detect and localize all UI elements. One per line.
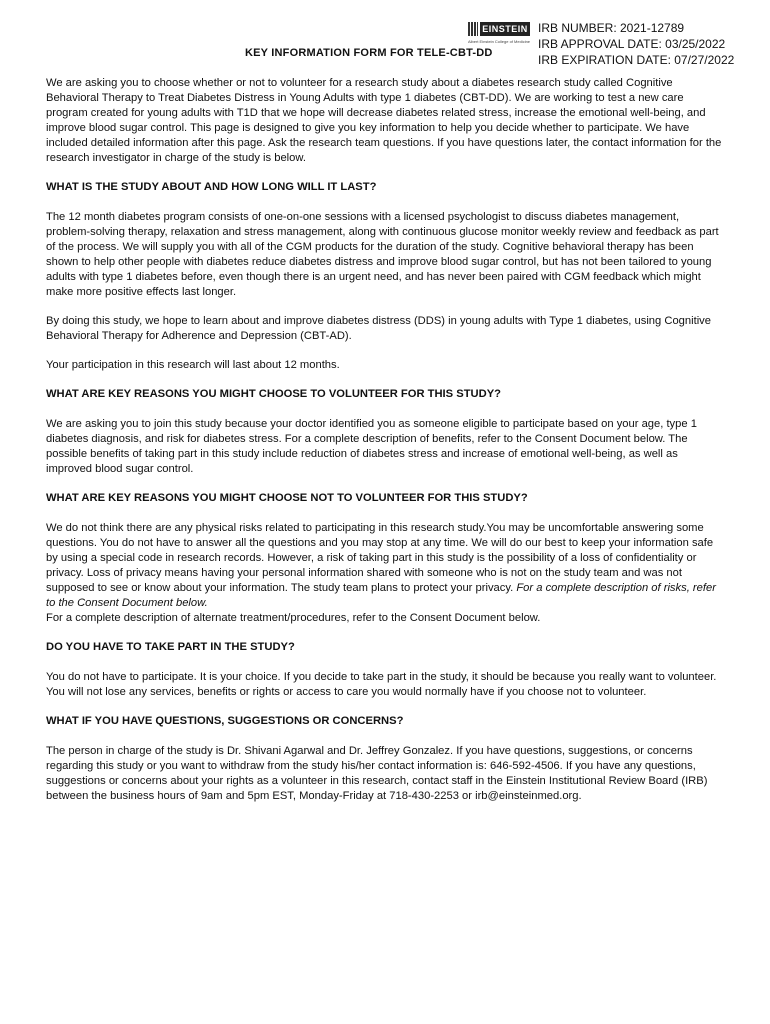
reasons-no-text: We do not think there are any physical risks related to participating in this research study.You may be uncomfortable answering some questions. You do not have to answer all the questions and you may stop at any time. We will do our best to keep your information safe by using a special code in research records. However, a risk of taking part in this study is the possibility of a loss of confidentiality or privacy. Loss of privacy means having your personal information shared with someone who is not on the study team and was not supposed to see or know about your information. The study team plans to protect your privacy.: [46, 522, 714, 594]
reasons-yes-paragraph: We are asking you to join this study because your doctor identified you as someone eligible to participate based on your age, type 1 diabetes diagnosis, and risk for diabetes stress. For a complete description of benefits, refer to the Consent Document below. The possible benefits of taking part in this study include reduction of diabetes stress and increase of emotional well-being, as well as improved blood sugar control.: [46, 418, 697, 475]
logo-subtext: Albert Einstein College of Medicine: [468, 39, 530, 44]
irb-number: IRB NUMBER: 2021-12789: [538, 21, 685, 35]
about-paragraph-3: Your participation in this research will last about 12 months.: [46, 359, 340, 371]
questions-paragraph: The person in charge of the study is Dr. Shivani Agarwal and Dr. Jeffrey Gonzalez. If you have questions, suggestions, or concerns regarding this study or you want to withdraw from the study his/her contact information is: 646-592-4506. If you have any questions, suggestions or concerns about your rights as a volunteer in this research, contact staff in the Einstein Institutional Review Board (IRB) between the business hours of 9am and 5pm EST, Monday-Friday at 718-430-2253 or irb@einsteinmed.org.: [46, 745, 708, 802]
reasons-no-italic: For a complete description of risks, refer to the Consent Document below.: [46, 582, 716, 609]
about-paragraph-1: The 12 month diabetes program consists of one-on-one sessions with a licensed psychologist to discuss diabetes management, problem-solving therapy, relaxation and stress management, along with continuous glucose monitor weekly review and feedback as part of the process. We will supply you with all of the CGM products for the duration of the study. Cognitive behavioral therapy has been shown to help other people with diabetes reduce diabetes distress and improve blood sugar control, but has not been tailored to young adults with type 1 diabetes before, even though there is an urgent need, and has never been paired with CGM feedback which might make more positive effects last longer.: [46, 211, 719, 298]
document-body: [46, 76, 726, 818]
irb-expiration-date: IRB EXPIRATION DATE: 07/27/2022: [538, 53, 735, 67]
logo-mark-icon: [468, 22, 478, 36]
section-heading-take-part: DO YOU HAVE TO TAKE PART IN THE STUDY?: [46, 641, 295, 653]
reasons-no-paragraph: [46, 521, 726, 611]
section-heading-about: WHAT IS THE STUDY ABOUT AND HOW LONG WILL IT LAST?: [46, 181, 377, 193]
logo-name: EINSTEIN: [480, 22, 530, 36]
about-paragraph-2: By doing this study, we hope to learn about and improve diabetes distress (DDS) in young adults with Type 1 diabetes, using Cognitive Behavioral Therapy for Adherence and Depression (CBT-AD).: [46, 315, 711, 342]
section-heading-reasons-no: WHAT ARE KEY REASONS YOU MIGHT CHOOSE NOT TO VOLUNTEER FOR THIS STUDY?: [46, 492, 528, 504]
alternate-treatment-note: For a complete description of alternate treatment/procedures, refer to the Consent Document below.: [46, 612, 541, 624]
irb-info: [538, 20, 734, 68]
intro-paragraph: We are asking you to choose whether or not to volunteer for a research study about a diabetes research study called Cognitive Behavioral Therapy to Treat Diabetes Distress in Young Adults with type 1 diabetes (CBT-DD). We are working to test a new care program created for young adults with T1D that we hope will decrease diabetes related stress, increase the emotional well-being, and improve blood sugar control. This page is designed to give you key information to help you decide whether to participate. We have included detailed information after this page. Ask the research team questions. If you have questions later, the contact information for the research investigator in charge of the study is below.: [46, 77, 722, 164]
irb-approval-date: IRB APPROVAL DATE: 03/25/2022: [538, 37, 726, 51]
section-heading-questions: WHAT IF YOU HAVE QUESTIONS, SUGGESTIONS OR CONCERNS?: [46, 715, 404, 727]
einstein-logo: [468, 22, 530, 46]
form-title: KEY INFORMATION FORM FOR TELE-CBT-DD: [245, 47, 493, 59]
section-heading-reasons-yes: WHAT ARE KEY REASONS YOU MIGHT CHOOSE TO VOLUNTEER FOR THIS STUDY?: [46, 388, 501, 400]
take-part-paragraph: You do not have to participate. It is your choice. If you decide to take part in the study, it should be because you really want to volunteer. You will not lose any services, benefits or rights or access to care you would normally have if you choose not to volunteer.: [46, 671, 717, 698]
